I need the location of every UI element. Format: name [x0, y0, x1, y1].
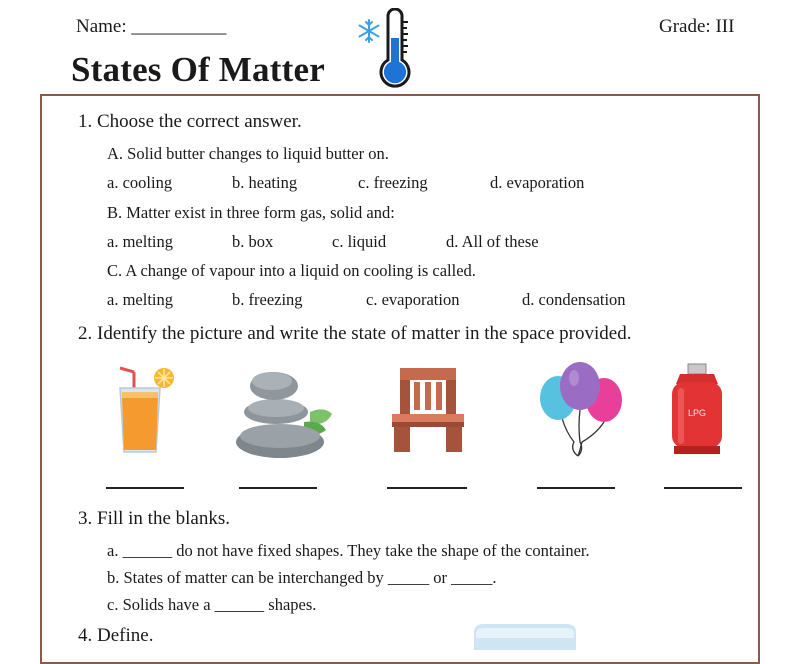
lpg-cylinder-picture	[662, 362, 732, 458]
q1-b-question: B. Matter exist in three form gas, solid and:	[107, 203, 395, 222]
answer-blank-3[interactable]	[387, 487, 467, 489]
q1-b-option[interactable]: a. melting	[107, 232, 173, 251]
answer-blank-1[interactable]	[106, 487, 184, 489]
q1-b-option[interactable]: d. All of these	[446, 232, 539, 251]
q3-heading: 3. Fill in the blanks.	[78, 508, 230, 529]
balloons-picture	[532, 360, 632, 464]
q1-a-option[interactable]: a. cooling	[107, 173, 173, 192]
q1-c-option[interactable]: c. evaporation	[366, 290, 460, 309]
answer-blank-5[interactable]	[664, 487, 742, 489]
q1-c-option[interactable]: a. melting	[107, 290, 173, 309]
q3-item: a. ______ do not have fixed shapes. They take the shape of the container.	[107, 541, 590, 560]
q3-item: c. Solids have a ______ shapes.	[107, 595, 317, 614]
chair-picture	[388, 364, 468, 454]
answer-blank-2[interactable]	[239, 487, 317, 489]
q3-item: b. States of matter can be interchanged by _____ or _____.	[107, 568, 497, 587]
q1-c-option[interactable]: d. condensation	[522, 290, 626, 309]
q1-heading: 1. Choose the correct answer.	[78, 111, 302, 132]
q1-a-question: A. Solid butter changes to liquid butter on.	[107, 144, 389, 163]
stones-picture	[232, 360, 342, 460]
cylinder-label: LPG	[687, 408, 707, 418]
q1-a-option[interactable]: b. heating	[232, 173, 298, 192]
q1-a-option[interactable]: c. freezing	[358, 173, 428, 192]
q2-heading: 2. Identify the picture and write the state of matter in the space provided.	[78, 323, 632, 344]
q4-heading: 4. Define.	[78, 625, 154, 646]
q1-b-option[interactable]: b. box	[232, 232, 274, 251]
q1-c-option[interactable]: b. freezing	[232, 290, 303, 309]
q1-a-option[interactable]: d. evaporation	[490, 173, 585, 192]
thermometer-icon	[374, 8, 416, 92]
q1-c-question: C. A change of vapour into a liquid on cooling is called.	[107, 261, 476, 280]
q1-b-option[interactable]: c. liquid	[332, 232, 387, 251]
grade-label: Grade: III	[659, 16, 735, 37]
answer-blank-4[interactable]	[537, 487, 615, 489]
page-title: States Of Matter	[71, 50, 325, 89]
juice-glass-picture	[108, 364, 180, 456]
name-label: Name: __________	[76, 16, 227, 37]
ice-cube-picture	[460, 622, 590, 650]
